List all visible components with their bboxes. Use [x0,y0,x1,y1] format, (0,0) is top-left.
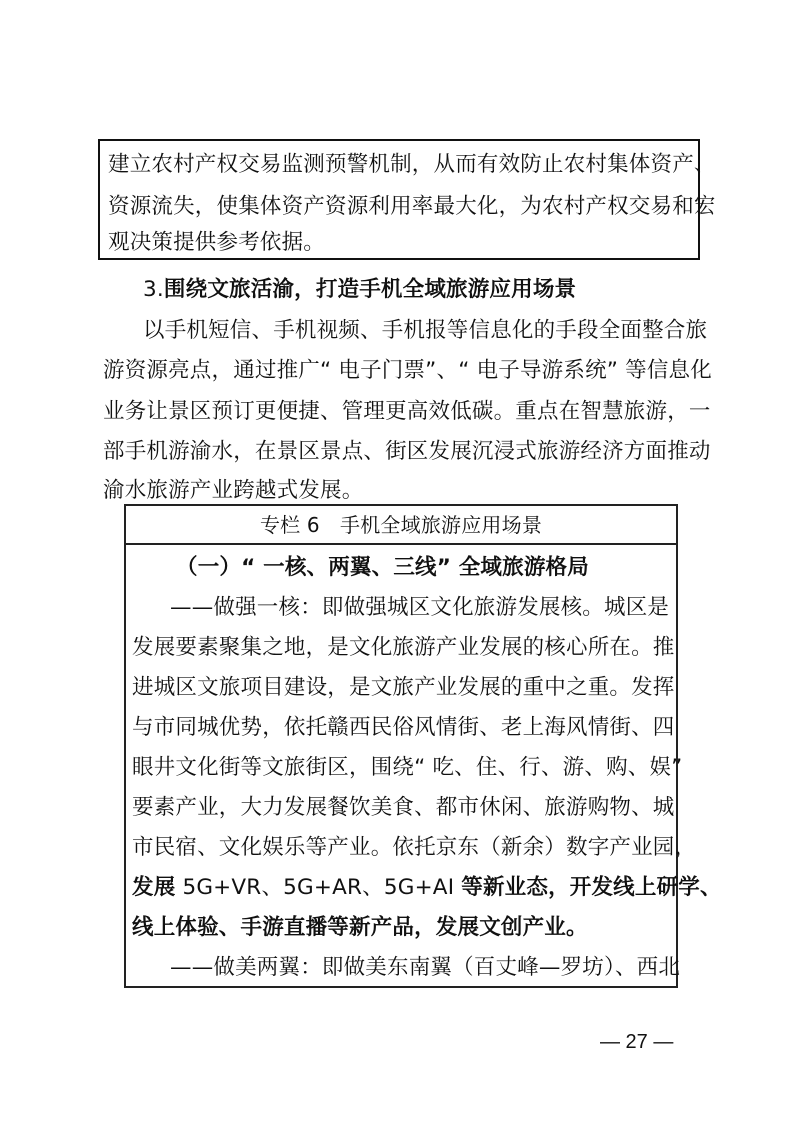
section-heading-number: 3. [143,277,164,302]
column-line-9: 线上体验、手游直播等新产品，发展文创产业。 [132,915,588,940]
column-box-divider [124,543,678,545]
column-line-3: 进城区文旅项目建设，是文旅产业发展的重中之重。发挥 [132,675,675,700]
column-line-6: 要素产业，大力发展餐饮美食、都市休闲、旅游购物、城 [132,795,675,820]
column-line-8 [132,875,722,901]
column-line-10: ——做美两翼：即做美东南翼（百丈峰—罗坊）、西北 [170,955,681,980]
box1-line-2: 资源流失，使集体资产资源利用率最大化，为农村产权交易和宏 [108,194,716,219]
paragraph-line-5: 渝水旅游产业跨越式发展。 [103,478,364,503]
page-number: — 27 — [600,1031,674,1053]
paragraph-line-1: 以手机短信、手机视频、手机报等信息化的手段全面整合旅 [143,318,708,343]
box1-line-1: 建立农村产权交易监测预警机制，从而有效防止农村集体资产、 [108,152,716,177]
column-line-8-normal: 5G+VR、5G+AR、5G+AI [175,875,462,900]
column-line-8-bold-start: 发展 [132,875,176,900]
paragraph-line-2: 游资源亮点，通过推广“ 电子门票”、“ 电子导游系统” 等信息化 [103,358,712,383]
box1-line-3: 观决策提供参考依据。 [108,230,326,255]
column-box-subheading: （一）“ 一核、两翼、三线” 全域旅游格局 [176,555,589,580]
column-box-title: 专栏 6 手机全域旅游应用场景 [259,513,543,537]
column-line-1: ——做强一核：即做强城区文化旅游发展核。城区是 [170,595,670,620]
paragraph-line-3: 业务让景区预订更便捷、管理更高效低碳。重点在智慧旅游，一 [103,399,711,424]
column-line-5: 眼井文化街等文旅街区，围绕“ 吃、住、行、游、购、娱” [132,755,683,780]
section-heading [143,277,576,303]
column-line-8-bold-end: 等新业态，开发线上研学、 [461,875,722,900]
paragraph-line-4: 部手机游渝水，在景区景点、街区发展沉浸式旅游经济方面推动 [103,439,711,464]
section-heading-text: 围绕文旅活渝，打造手机全域旅游应用场景 [163,277,577,302]
column-line-7: 市民宿、文化娱乐等产业。依托京东（新余）数字产业园， [132,835,697,860]
column-line-2: 发展要素聚集之地，是文化旅游产业发展的核心所在。推 [132,635,675,660]
column-line-4: 与市同城优势，依托赣西民俗风情街、老上海风情街、四 [132,715,675,740]
